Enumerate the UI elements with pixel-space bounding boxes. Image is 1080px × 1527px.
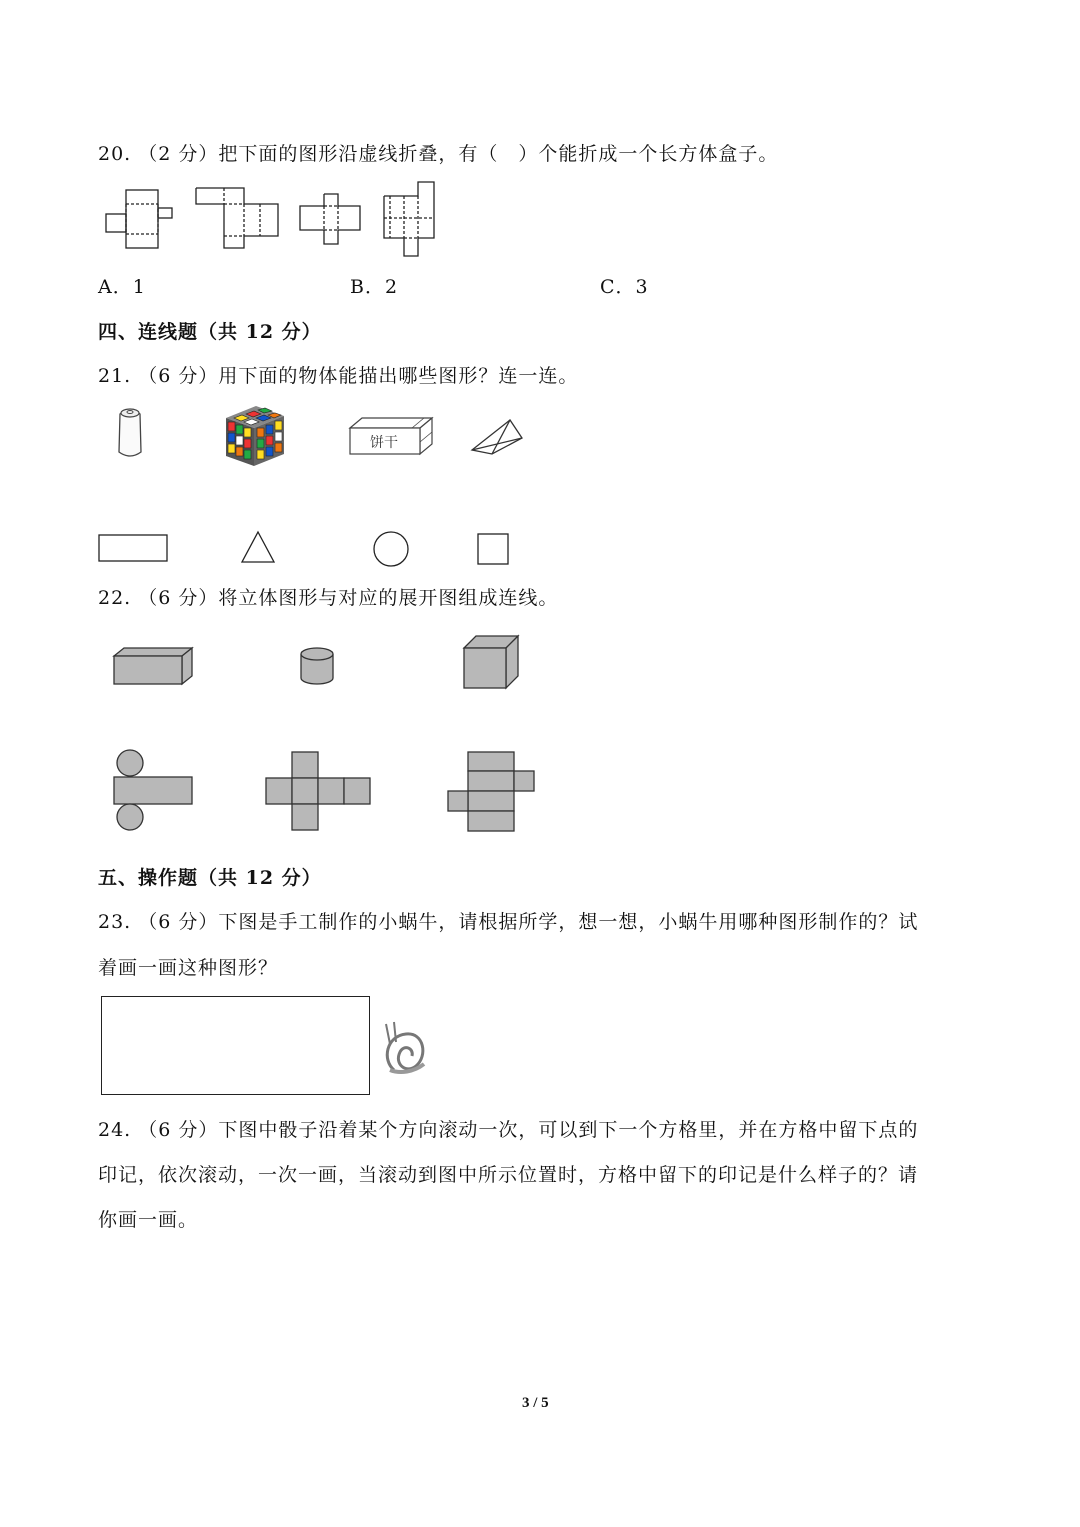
net-2-icon	[196, 188, 278, 248]
drawing-answer-box[interactable]	[101, 996, 370, 1095]
net-4-icon	[384, 182, 434, 256]
biscuit-box-label: 饼干	[370, 435, 398, 451]
q20-option-b: B．2	[350, 276, 399, 298]
q21-text: 21. （6 分）用下面的物体能描出哪些图形？连一连。	[98, 365, 579, 387]
paper-snail-icon	[380, 1020, 432, 1076]
q20-option-c: C．3	[600, 276, 649, 298]
cube-net-icon	[264, 750, 372, 832]
q20-text: 20. （2 分）把下面的图形沿虚线折叠，有（ ）个能折成一个长方体盒子。	[98, 143, 779, 165]
rectangle-icon	[98, 534, 168, 562]
net-1-icon	[106, 190, 172, 248]
q24-line-1: 24. （6 分）下图中骰子沿着某个方向滚动一次，可以到下一个方格里，并在方格中留下点的	[98, 1119, 919, 1141]
pyramid-icon	[470, 416, 524, 456]
q23-line-1: 23. （6 分）下图是手工制作的小蜗牛，请根据所学，想一想，小蜗牛用哪种图形制作的？试	[98, 911, 919, 933]
q24-line-3: 你画一画。	[98, 1209, 199, 1231]
cube-icon	[462, 634, 520, 690]
q20-option-a: A．1	[98, 276, 146, 298]
q23-line-2: 着画一画这种图形？	[98, 957, 279, 979]
q20-nets	[100, 178, 445, 258]
net-3-icon	[300, 194, 360, 244]
cylinder-net-icon	[112, 748, 194, 832]
q24-line-2: 印记，依次滚动，一次一画，当滚动到图中所示位置时，方格中留下的印记是什么样子的？请	[98, 1164, 919, 1186]
circle-icon	[372, 530, 410, 568]
can-icon	[116, 404, 144, 460]
section-5-title: 五、操作题（共 12 分）	[98, 867, 322, 889]
cuboid-net-icon	[446, 750, 536, 834]
rubiks-cube-icon	[222, 404, 288, 468]
cuboid-icon	[112, 646, 194, 688]
biscuit-box-icon	[348, 416, 434, 456]
section-4-title: 四、连线题（共 12 分）	[98, 321, 322, 343]
page-number: 3 / 5	[522, 1395, 549, 1411]
q22-text: 22. （6 分）将立体图形与对应的展开图组成连线。	[98, 587, 559, 609]
cylinder-icon	[298, 646, 336, 686]
square-icon	[477, 533, 509, 565]
triangle-icon	[240, 530, 276, 564]
